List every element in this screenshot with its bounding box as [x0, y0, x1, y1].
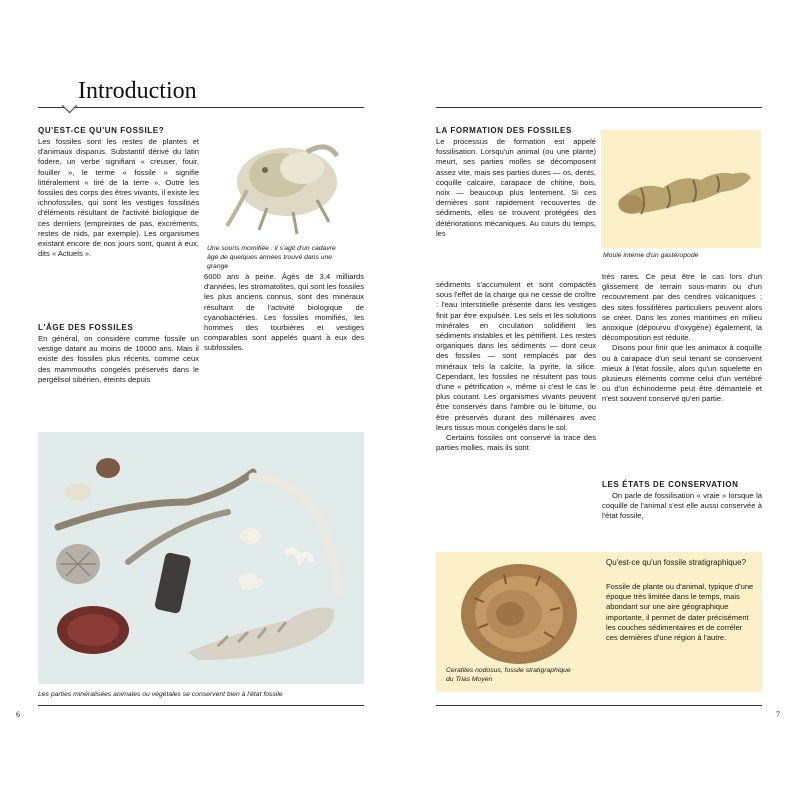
section-text-age-col1: En général, on considère comme fossile un vestige datant au moins de 10000 ans. Mais il existe des fossiles plus récents, comme ceux des mammouths congelés préservés dans le pergélisol sibérien, éteints depuis — [38, 334, 199, 384]
box-heading: Qu'est-ce qu'un fossile stratigraphique? — [606, 558, 747, 567]
section-text-formation-col1: sédiments s'accumulent et sont compactés sous l'effet de la charge qui ne cesse de croître : l'eau interstitielle présente dans les vestiges finit par être expulsée. Les sels et les solutions minérales en circulation solidifient les sédiments instables et les pétrifient. Les restes organiques dans les sédiments — dont ceux des fossiles — sont remplacés par des minéraux tels la calcite, la pyrite, la silice. Cependant, les fossiles ne résultent pas tous d'une « pétrification », même si c'est le cas le plus courant. Les organismes vivants peuvent être conservés dans l'ambre ou le bitume, ou être préservés durant des millénaires avec leurs tissus mous congelés dans le sol. Certains fossiles ont conservé la trace des parties molles, mais ils sont — [436, 280, 596, 453]
section-text-formation-top: Le processus de formation est appelé fossilisation. Lorsqu'un animal (ou une plante) meurt, ses parties molles se décomposent assez vite, mais ses parties dures — os, dents, coquille calcaire, carapace de chitine, bois, noix — beaucoup plus lentement. Si ces dernières sont rapidement recouvertes de sédiments, elles se trouvent protégées des détériorations mécaniques. Au cours du temps, les — [436, 137, 596, 238]
section-text-age-col2: 6000 ans à peine. Âgés de 3,4 milliards d'années, les stromatolites, qui sont les fossiles les plus anciens connus, sont des minéraux résultant de l'activité biologique de cyanobactéries. Les fossiles momifiés, les hommes des tourbières et vestiges comparables sont appelés quant à eux des subfossiles. — [204, 272, 364, 353]
bottom-rule-right — [436, 705, 762, 706]
section-text-conservation: On parle de fossilisation « vraie » lorsque la coquille de l'animal s'est elle aussi conservée à l'état fossile, — [602, 491, 762, 521]
ammonite-caption: Ceratites nodosus, fossile stratigraphique du Trias Moyen — [446, 667, 571, 683]
title-rule — [38, 107, 364, 108]
mineralized-parts-image — [38, 432, 364, 684]
bottom-rule-left — [38, 705, 364, 706]
mouse-caption: Une souris momifiée : il s'agit d'un cadavre âgé de quelques années trouvé dans une grange — [207, 245, 336, 270]
section-heading-formation: LA FORMATION DES FOSSILES — [436, 126, 572, 135]
mummified-mouse-image — [207, 130, 365, 242]
section-heading-conservation: LES ÉTATS DE CONSERVATION — [602, 480, 739, 489]
page-title: Introduction — [78, 78, 197, 104]
box-text: Fossile de plante ou d'animal, typique d'une époque très limitée dans le temps, mais abondant sur une aire géographique importante, il permet de dater précisément les couches sédimentaires et de corréler ces dernières d'une région à l'autre. — [606, 582, 754, 643]
title-rule-notch — [62, 98, 78, 114]
section-text-what-is-fossil: Les fossiles sont les restes de plantes et d'animaux disparus. Substantif dérivé du latin fodere, un verbe signifiant « creuser, fouir, fouiller », le terme « fossile » signifie littéralement « tiré de la terre ». Outre les fossiles des corps des êtres vivants, il existe les ichnofossiles, qui sont les vestiges fossilisés d'éléments résultant de l'activité biologique de ces derniers (empreintes de pas, excréments, restes de nids, par exemple). Les organismes existant encore de nos jours sont, quant à eux, dits « Actuels ». — [38, 137, 199, 259]
section-heading-what-is-fossil: QU'EST-CE QU'UN FOSSILE? — [38, 126, 165, 135]
top-rule-right — [436, 107, 762, 108]
gastropod-mold-image — [601, 130, 761, 248]
section-text-formation-col2: très rares. Ce peut être le cas lors d'un glissement de terrain sous-marin ou d'un recouvrement par des cendres volcaniques ; des sites fossilifères particuliers peuvent alors se créer. Dans les zones maritimes en milieu anoxique (dépourvu d'oxygène) également, la décomposition est réduite. Disons pour finir que les animaux à coquille ou à carapace d'un seul tenant se conservent mieux à l'état fossile, alors qu'un squelette en plusieurs éléments comme celui d'un vertébré ou d'un échinoderme peut être démantelé et n'est souvent conservé qu'en partie. — [602, 272, 762, 404]
stratigraphic-fossil-box — [436, 552, 762, 692]
page-number-left: 6 — [16, 710, 20, 719]
section-heading-age: L'ÂGE DES FOSSILES — [38, 323, 134, 332]
ammonite-image — [444, 558, 594, 668]
bottom-caption: Les parties minéralisées animales ou végétales se conservent bien à l'état fossile — [38, 691, 283, 698]
snail-caption: Moule interne d'un gastéropode — [603, 252, 699, 259]
page-number-right: 7 — [776, 710, 780, 719]
